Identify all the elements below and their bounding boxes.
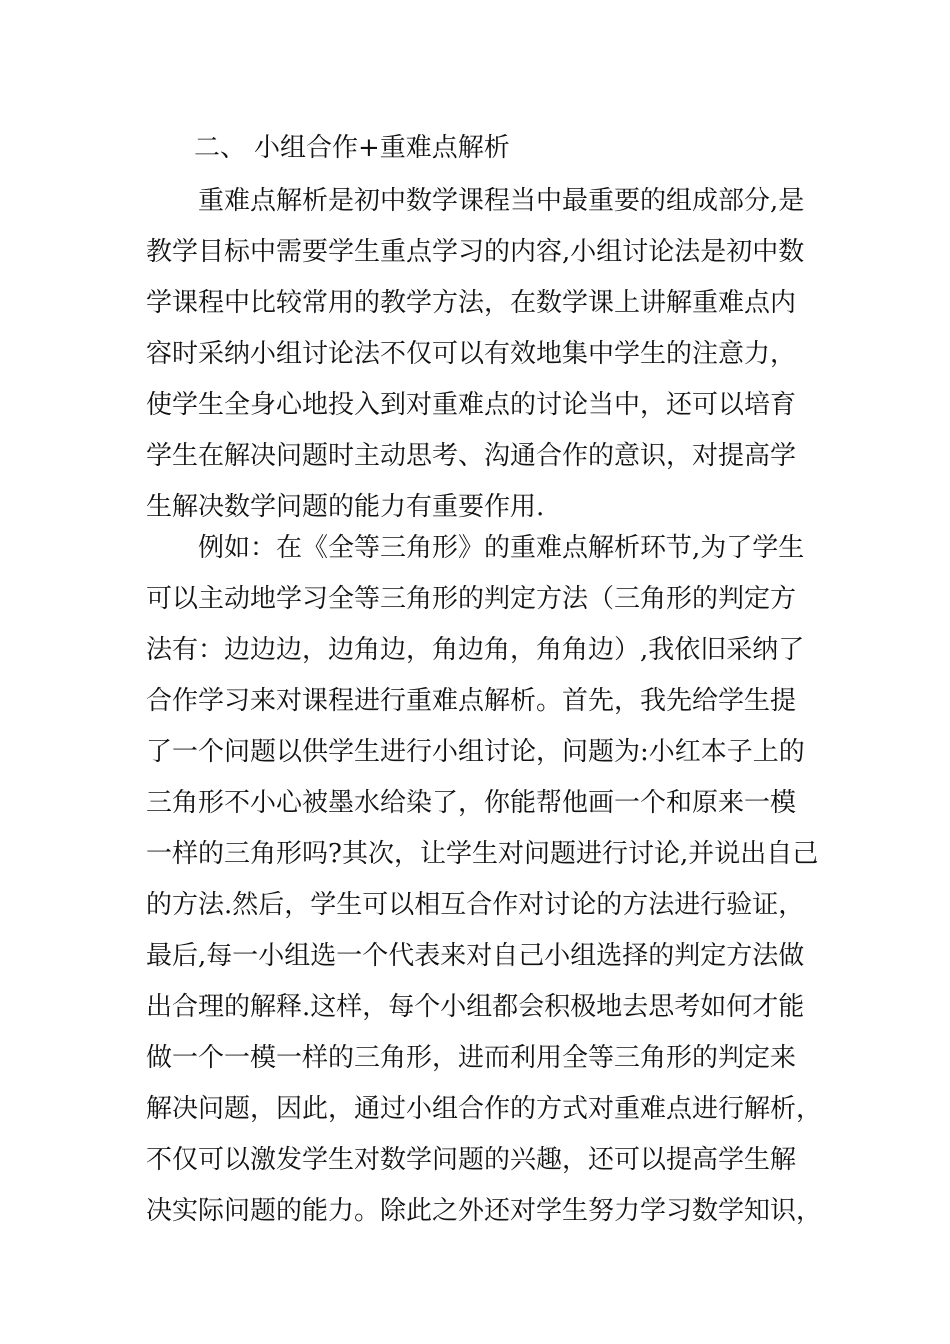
paragraph-line: 可以主动地学习全等三角形的判定方法（三角形的判定方 [146,584,797,614]
paragraph-line: 决实际问题的能力。除此之外还对学生努力学习数学知识， [146,1196,823,1226]
paragraph-line: 一样的三角形吗?其次，让学生对问题进行讨论,并说出自己 [146,839,819,869]
paragraph-line: 使学生全身心地投入到对重难点的讨论当中，还可以培育 [146,390,797,420]
paragraph-line: 的方法.然后，学生可以相互合作对讨论的方法进行验证， [146,890,805,920]
paragraph-line: 最后,每一小组选一个代表来对自己小组选择的判定方法做 [146,941,805,971]
paragraph-line: 出合理的解释.这样，每个小组都会积极地去思考如何才能 [146,992,805,1022]
paragraph-line: 容时采纳小组讨论法不仅可以有效地集中学生的注意力， [146,339,797,369]
paragraph-line: 做一个一模一样的三角形，进而利用全等三角形的判定来 [146,1043,797,1073]
paragraph-line: 不仅可以激发学生对数学问题的兴趣，还可以提高学生解 [146,1145,797,1175]
section-number: 二、 [194,133,247,163]
section-title: 小组合作+重难点解析 [254,133,510,163]
paragraph-line: 了一个问题以供学生进行小组讨论，问题为:小红本子上的 [146,737,805,767]
paragraph-line: 法有：边边边，边角边，角边角，角角边）,我依旧采纳了 [146,635,805,665]
paragraph-line: 解决问题，因此，通过小组合作的方式对重难点进行解析， [146,1094,823,1124]
paragraph-line: 学课程中比较常用的教学方法，在数学课上讲解重难点内 [146,288,797,318]
paragraph-line: 学生在解决问题时主动思考、沟通合作的意识，对提高学 [146,441,797,471]
paragraph-line: 例如：在《全等三角形》的重难点解析环节,为了学生 [198,533,805,563]
paragraph-line: 教学目标中需要学生重点学习的内容,小组讨论法是初中数 [146,237,805,267]
paragraph-line: 生解决数学问题的能力有重要作用. [146,492,545,522]
paragraph-line: 三角形不小心被墨水给染了，你能帮他画一个和原来一模 [146,788,797,818]
paragraph-line: 重难点解析是初中数学课程当中最重要的组成部分,是 [198,186,805,216]
paragraph-line: 合作学习来对课程进行重难点解析。首先，我先给学生提 [146,686,797,716]
